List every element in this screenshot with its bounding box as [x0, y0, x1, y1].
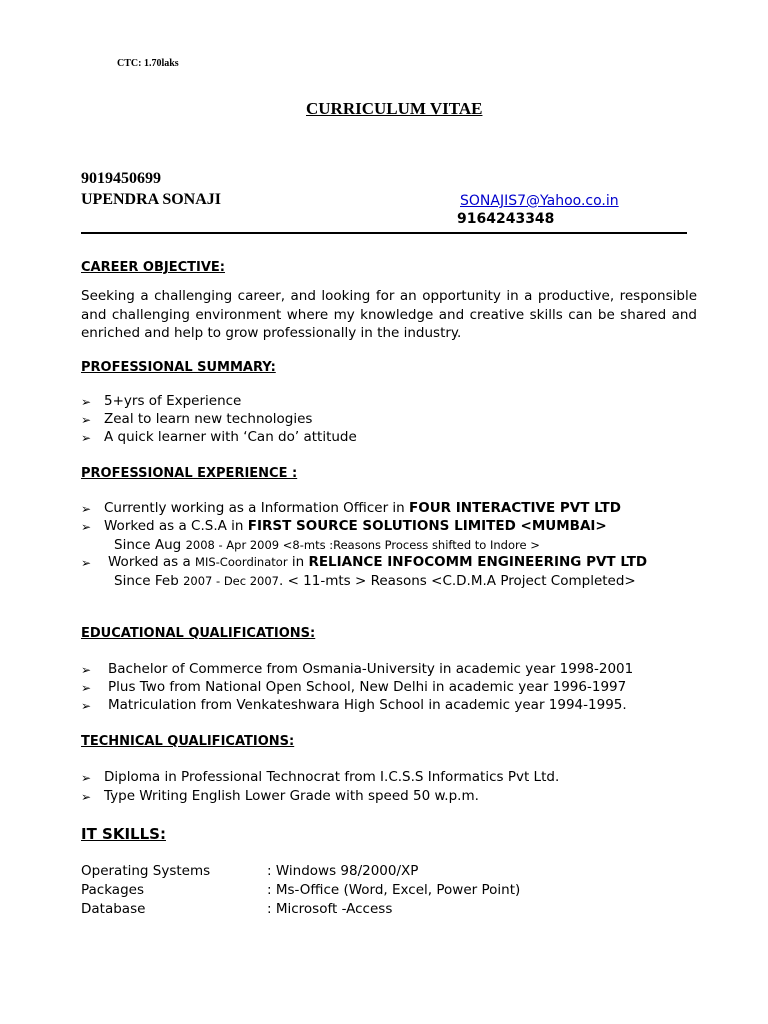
role-name: MIS-Coordinator — [195, 555, 288, 569]
date-range: 2007 - Dec 2007 — [183, 574, 279, 588]
experience-text: Worked as a — [108, 554, 196, 570]
skill-label: Packages — [81, 882, 144, 898]
bullet-arrow-icon: ➢ — [81, 502, 92, 516]
list-item — [108, 554, 647, 570]
document-title: CURRICULUM VITAE — [306, 99, 483, 118]
list-item — [104, 500, 621, 516]
list-item: Bachelor of Commerce from Osmania-University in academic year 1998-2001 — [108, 661, 634, 677]
company-name: FOUR INTERACTIVE PVT LTD — [409, 500, 621, 516]
reason-text: . < 11-mts > Reasons <C.D.M.A Project Completed> — [279, 573, 636, 589]
experience-dates — [114, 573, 636, 589]
list-item: 5+yrs of Experience — [104, 393, 242, 409]
experience-dates — [114, 537, 540, 553]
bullet-arrow-icon: ➢ — [81, 556, 92, 570]
bullet-arrow-icon: ➢ — [81, 790, 92, 804]
list-item: Type Writing English Lower Grade with speed 50 w.p.m. — [104, 788, 479, 804]
candidate-name: UPENDRA SONAJI — [81, 191, 222, 208]
phone-secondary: 9164243348 — [457, 211, 555, 227]
bullet-arrow-icon: ➢ — [81, 395, 92, 409]
experience-text: in — [287, 554, 309, 570]
bullet-arrow-icon: ➢ — [81, 520, 92, 534]
professional-experience-heading: PROFESSIONAL EXPERIENCE : — [81, 466, 298, 481]
bullet-arrow-icon: ➢ — [81, 663, 92, 677]
bullet-arrow-icon: ➢ — [81, 681, 92, 695]
skill-value: : Microsoft -Access — [267, 901, 393, 917]
experience-text: Currently working as a Information Officer in — [104, 500, 410, 516]
bullet-arrow-icon: ➢ — [81, 413, 92, 427]
since-label: Since Feb — [114, 573, 184, 589]
skill-value: : Windows 98/2000/XP — [267, 863, 419, 879]
list-item: Diploma in Professional Technocrat from I.C.S.S Informatics Pvt Ltd. — [104, 769, 560, 785]
list-item — [104, 518, 607, 534]
list-item: A quick learner with ‘Can do’ attitude — [104, 429, 357, 445]
experience-text: Worked as a C.S.A in — [104, 518, 248, 534]
since-label: Since Aug — [114, 537, 186, 553]
list-item: Zeal to learn new technologies — [104, 411, 313, 427]
skill-label: Operating Systems — [81, 863, 211, 879]
skill-value: : Ms-Office (Word, Excel, Power Point) — [267, 882, 521, 898]
bullet-arrow-icon: ➢ — [81, 431, 92, 445]
company-name: RELIANCE INFOCOMM ENGINEERING PVT LTD — [308, 554, 648, 570]
it-skills-heading: IT SKILLS: — [81, 825, 166, 843]
company-name: FIRST SOURCE SOLUTIONS LIMITED <MUMBAI> — [247, 518, 607, 534]
reason-text: <8-mts :Reasons Process shifted to Indore > — [282, 538, 540, 552]
email-link[interactable]: SONAJIS7@Yahoo.co.in — [460, 193, 619, 209]
list-item: Plus Two from National Open School, New Delhi in academic year 1996-1997 — [108, 679, 627, 695]
list-item: Matriculation from Venkateshwara High School in academic year 1994-1995. — [108, 697, 627, 713]
professional-summary-heading: PROFESSIONAL SUMMARY: — [81, 360, 276, 375]
educational-qualifications-heading: EDUCATIONAL QUALIFICATIONS: — [81, 626, 316, 641]
bullet-arrow-icon: ➢ — [81, 699, 92, 713]
ctc-text: CTC: 1.70laks — [117, 58, 179, 69]
date-range: 2008 - Apr 2009 — [185, 538, 283, 552]
skill-label: Database — [81, 901, 146, 917]
technical-qualifications-heading: TECHNICAL QUALIFICATIONS: — [81, 734, 295, 749]
phone-primary: 9019450699 — [81, 170, 161, 187]
bullet-arrow-icon: ➢ — [81, 771, 92, 785]
career-objective-heading: CAREER OBJECTIVE: — [81, 260, 225, 275]
header-divider — [81, 232, 687, 234]
career-objective-text: Seeking a challenging career, and looking for an opportunity in a productive, responsible and challenging environment where my knowledge and creative skills can be shared and enriched and help to grow professionally in the industry. — [81, 288, 697, 341]
